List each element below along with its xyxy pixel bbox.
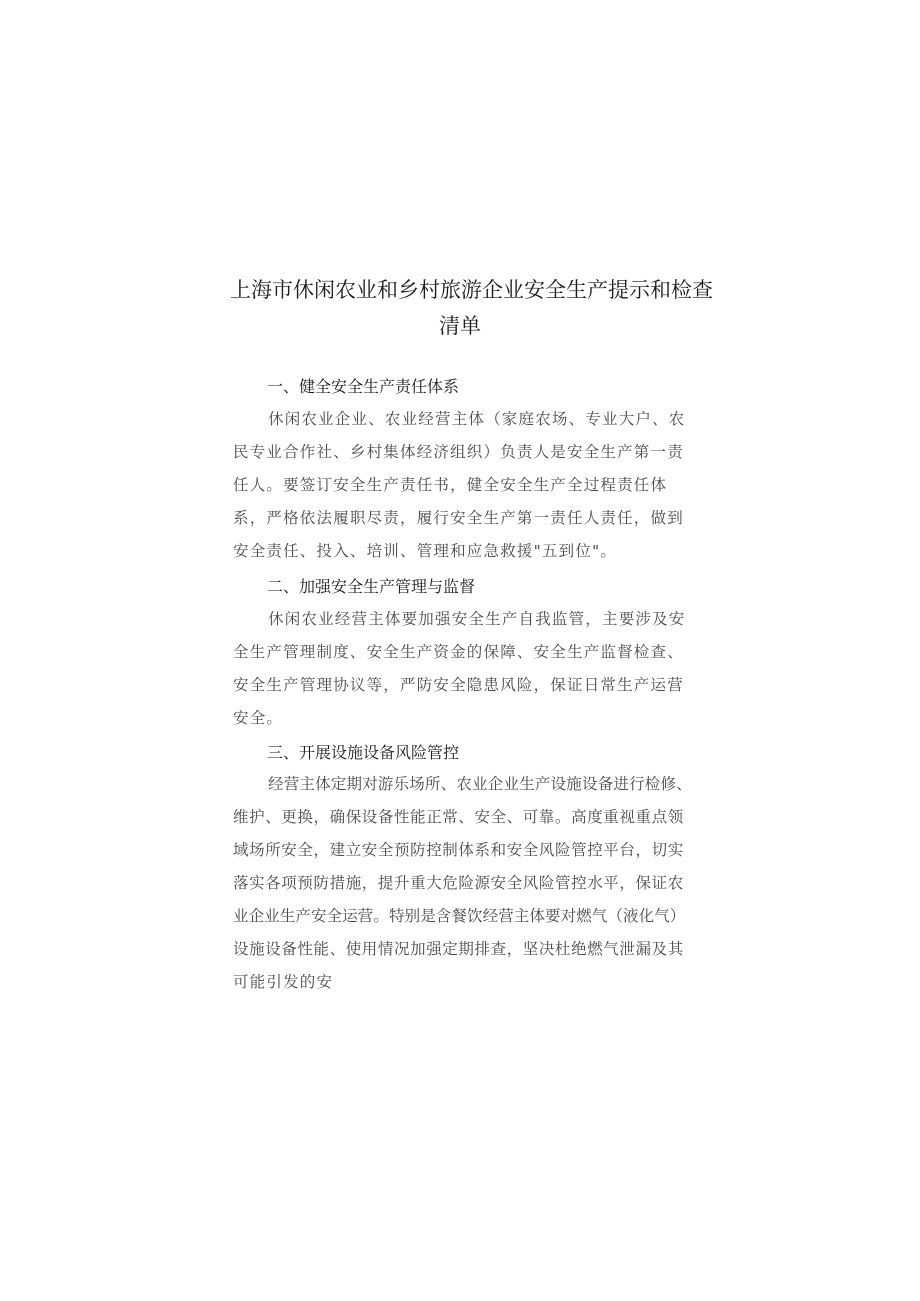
section-3-line-3: 域场所安全，建立安全预防控制体系和安全风险管控平台，切实 [233,841,684,859]
section-3-line-7: 可能引发的安 [233,973,334,991]
section-3-line-6: 设施设备性能、使用情况加强定期排查，坚决杜绝燃气泄漏及其 [233,940,684,958]
section-1-line-5: 安全责任、投入、培训、管理和应急救援"五到位"。 [233,542,618,560]
section-1-line-1: 休闲农业企业、农业经营主体（家庭农场、专业大户、农 [268,410,686,428]
document-title-line-2: 清单 [439,314,481,338]
section-1-line-3: 任人。要签订安全生产责任书，健全安全生产全过程责任体 [233,476,668,494]
section-2-line-3: 安全生产管理协议等，严防安全隐患风险，保证日常生产运营 [233,676,684,694]
document-title-line-1: 上海市休闲农业和乡村旅游企业安全生产提示和检查 [230,278,713,302]
section-3-line-4: 落实各项预防措施，提升重大危险源安全风险管控水平，保证农 [233,874,684,892]
section-1-line-4: 系，严格依法履职尽责，履行安全生产第一责任人责任，做到 [233,509,684,527]
section-3-line-1: 经营主体定期对游乐场所、农业企业生产设施设备进行检修、 [268,775,692,793]
section-3-line-2: 维护、更换，确保设备性能正常、安全、可靠。高度重视重点领 [233,808,684,826]
section-3-heading: 三、开展设施设备风险管控 [267,743,460,762]
section-1-line-2: 民专业合作社、乡村集体经济组织）负责人是安全生产第一责 [233,443,684,461]
section-1-heading: 一、健全安全生产责任体系 [267,377,460,396]
section-2-heading: 二、加强安全生产管理与监督 [267,577,476,596]
section-2-line-4: 安全。 [233,709,284,727]
section-2-line-1: 休闲农业经营主体要加强安全生产自我监管，主要涉及安 [268,610,686,628]
section-3-line-5: 业企业生产安全运营。特别是含餐饮经营主体要对燃气（液化气） [233,907,686,925]
section-2-line-2: 全生产管理制度、安全生产资金的保障、安全生产监督检查、 [233,643,684,661]
